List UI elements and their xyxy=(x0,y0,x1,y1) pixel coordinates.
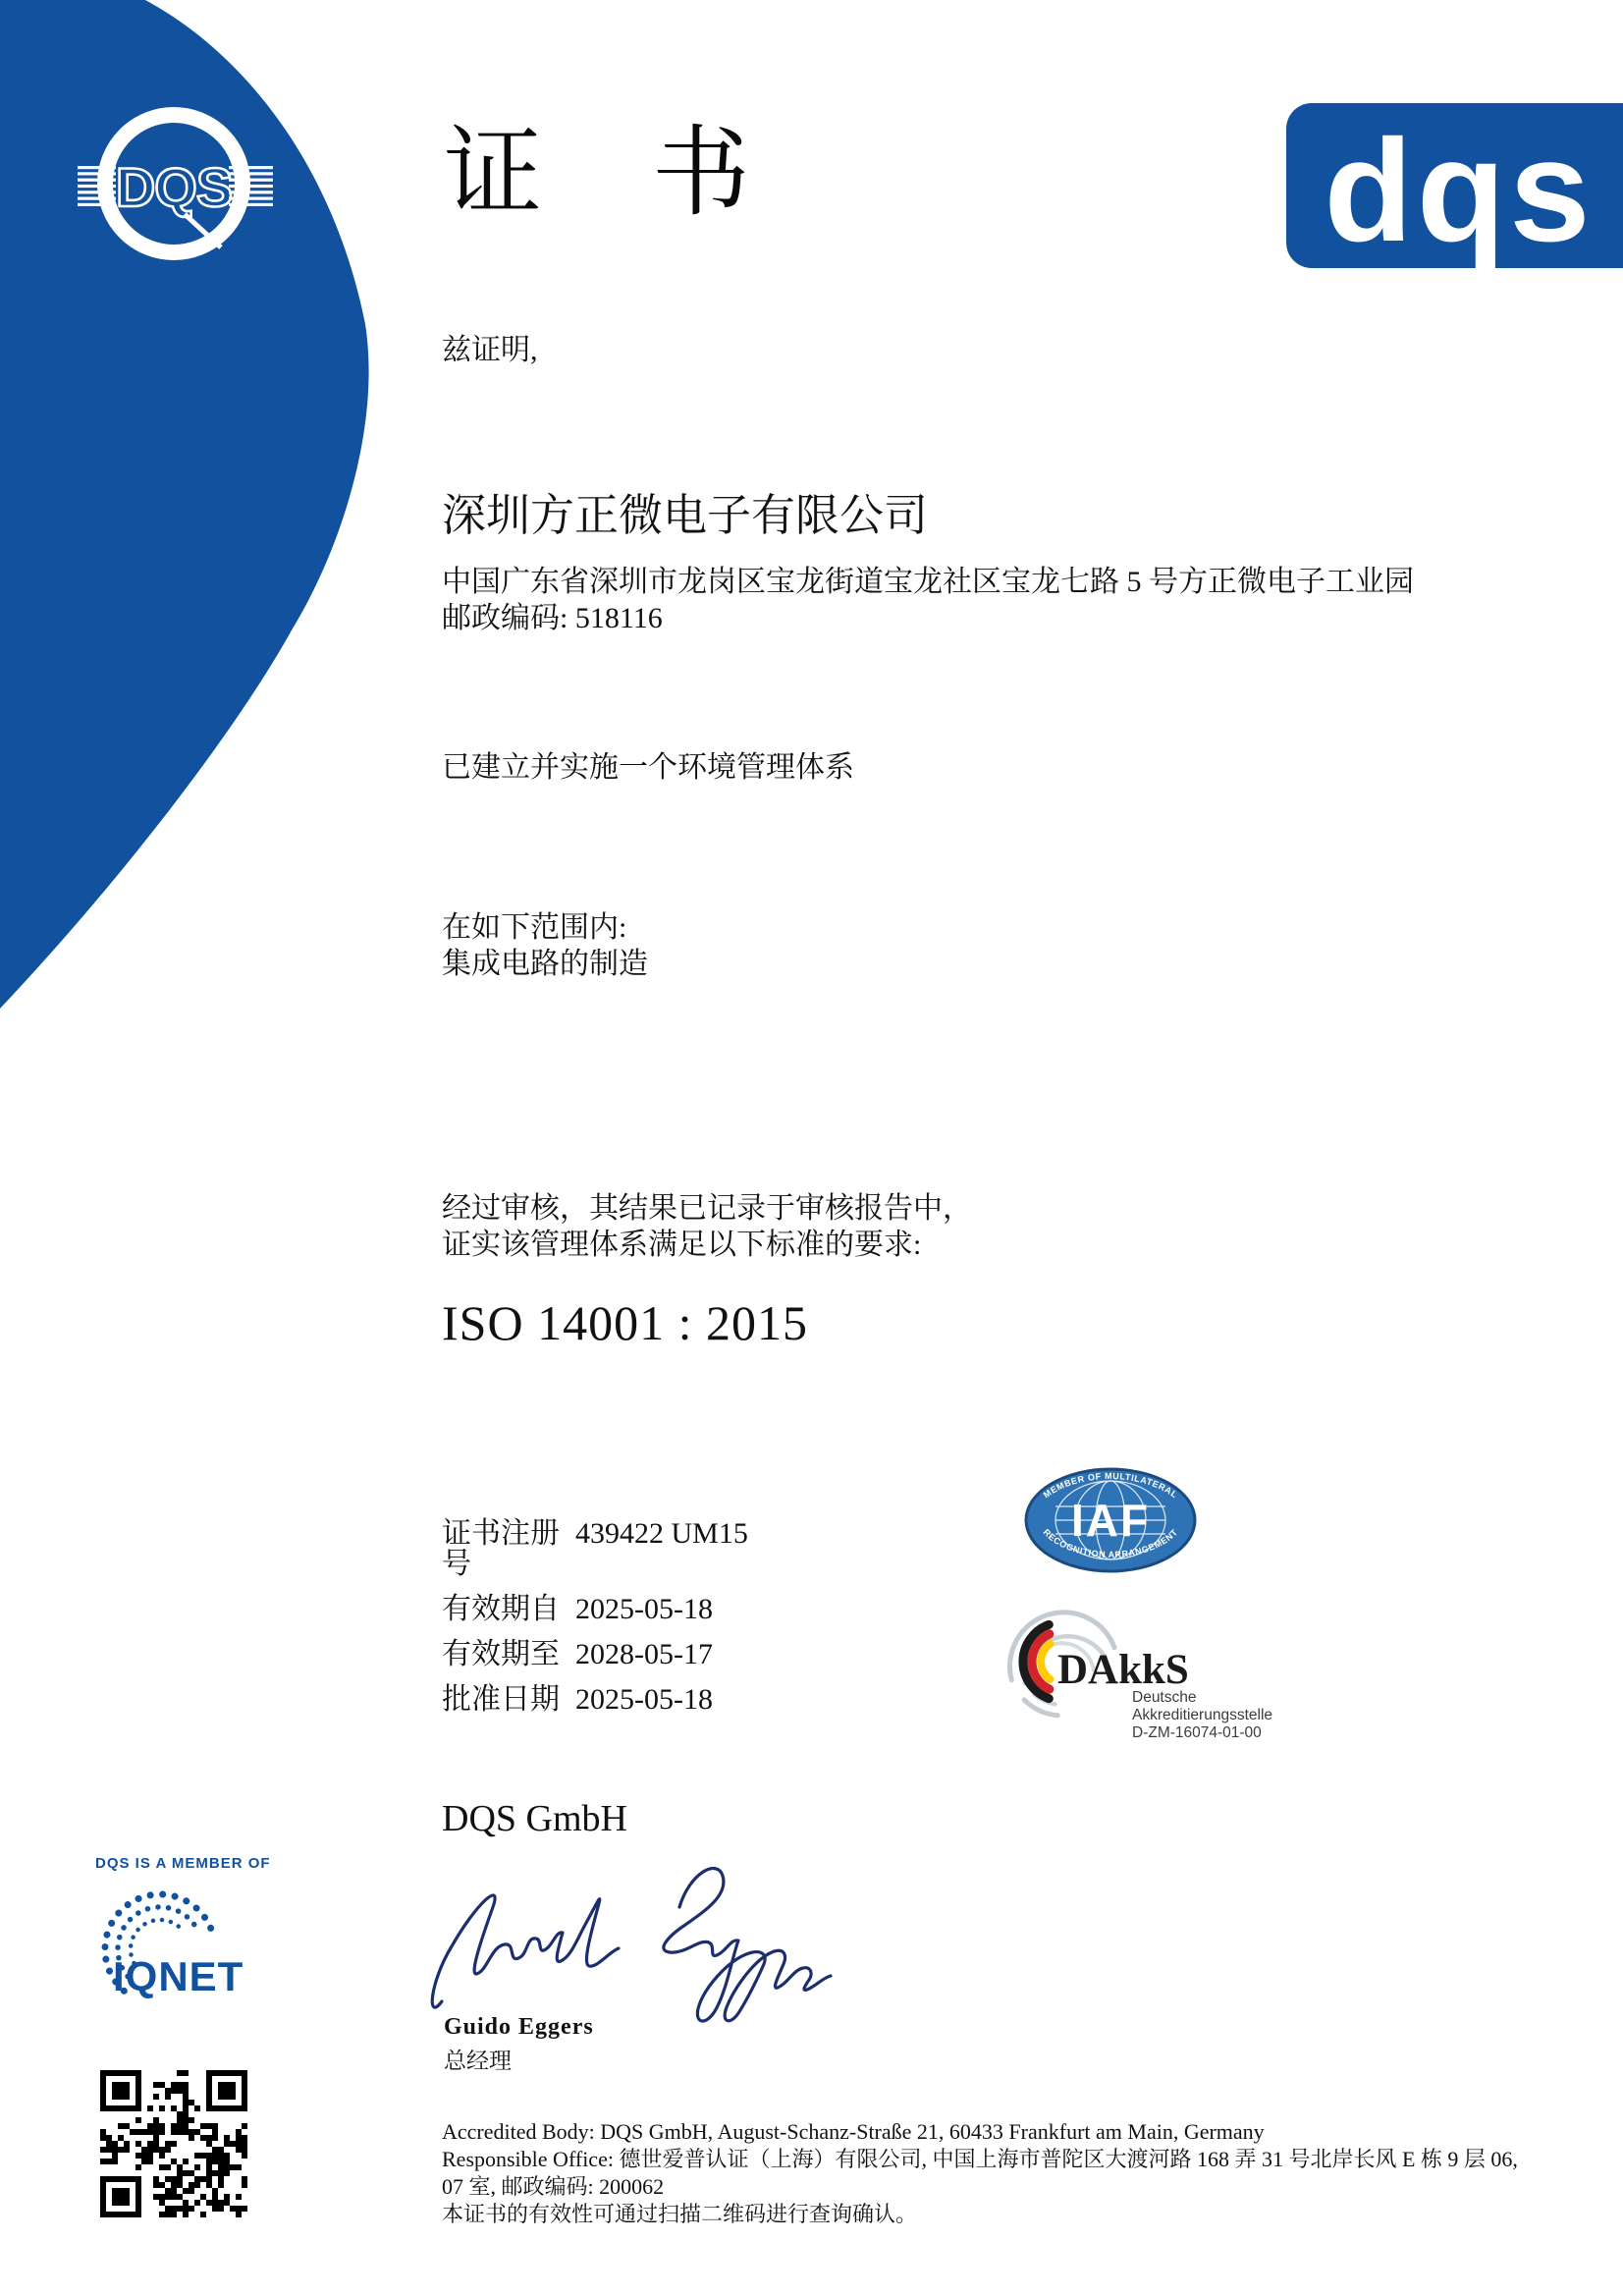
audit-line-1: 经过审核，其结果已记录于审核报告中， xyxy=(442,1192,972,1225)
detail-row-approval-date xyxy=(442,1684,748,1715)
iqnet-logo xyxy=(74,1866,280,2033)
dqs-emblem-icon xyxy=(69,79,280,290)
membership-label: DQS IS A MEMBER OF xyxy=(95,1855,271,1872)
iaf-top-text: MEMBER OF MULTILATERAL xyxy=(1041,1470,1180,1501)
detail-value: 2028-05-17 xyxy=(575,1638,713,1670)
issuer-company: DQS GmbH xyxy=(442,1798,627,1839)
detail-row-valid-until xyxy=(442,1639,748,1669)
title-char-1: 证 xyxy=(444,119,542,228)
footer-line-4: 本证书的有效性可通过扫描二维码进行查询确认。 xyxy=(442,2202,918,2226)
certificate-details xyxy=(442,1518,748,1729)
detail-value: 2025-05-18 xyxy=(575,1683,713,1716)
footer-text xyxy=(442,2118,1518,2228)
detail-label: 批准日期 xyxy=(442,1683,560,1716)
system-statement: 已建立并实施一个环境管理体系 xyxy=(442,751,854,784)
footer-line-2: Responsible Office: 德世爱普认证（上海）有限公司, 中国上海市普陀区大渡河路 168 弄 31 号北岸长风 E 栋 9 层 06, xyxy=(442,2147,1518,2171)
dakks-logo xyxy=(1001,1601,1325,1748)
iaf-center-text: IAF xyxy=(1070,1495,1151,1546)
company-name: 深圳方正微电子有限公司 xyxy=(442,491,929,540)
company-postal: 邮政编码: 518116 xyxy=(442,602,663,634)
audit-statement xyxy=(442,1190,972,1263)
signer-name: Guido Eggers xyxy=(444,2014,594,2040)
detail-row-registration xyxy=(442,1518,748,1579)
scope-value: 集成电路的制造 xyxy=(442,948,648,980)
scope-label: 在如下范围内: xyxy=(442,911,627,944)
company-address: 中国广东省深圳市龙岗区宝龙街道宝龙社区宝龙七路 5 号方正微电子工业园 xyxy=(442,566,1414,598)
company-address-block xyxy=(442,564,1414,636)
footer-line-1: Accredited Body: DQS GmbH, August-Schanz-Straße 21, 60433 Frankfurt am Main, Germany xyxy=(442,2119,1265,2144)
detail-value: 2025-05-18 xyxy=(575,1593,713,1625)
title-char-2: 书 xyxy=(652,119,750,228)
dqs-logo-text: dqs xyxy=(1324,110,1595,272)
iaf-seal-icon xyxy=(1001,1463,1221,1581)
detail-label: 有效期自 xyxy=(442,1593,560,1625)
signer-title: 总经理 xyxy=(444,2049,512,2073)
detail-value: 439422 UM15 xyxy=(575,1517,748,1550)
detail-row-valid-from xyxy=(442,1594,748,1624)
dqs-logo xyxy=(1286,103,1623,272)
qr-code xyxy=(100,2070,247,2217)
detail-label: 证书注册号 xyxy=(442,1517,560,1580)
dakks-line1: Deutsche xyxy=(1132,1689,1197,1706)
standard-name: ISO 14001 : 2015 xyxy=(442,1295,808,1350)
intro-line: 兹证明, xyxy=(442,334,538,366)
footer-line-3: 07 室, 邮政编码: 200062 xyxy=(442,2174,665,2199)
scope-block xyxy=(442,909,648,982)
dakks-line3: D-ZM-16074-01-00 xyxy=(1132,1724,1262,1741)
detail-label: 有效期至 xyxy=(442,1638,560,1670)
page-title xyxy=(444,120,750,228)
iaf-bottom-text: RECOGNITION ARRANGEMENT xyxy=(1041,1527,1180,1560)
emblem-dqs-letters: DQS xyxy=(115,156,233,218)
dakks-line2: Akkreditierungsstelle xyxy=(1132,1707,1273,1723)
dakks-wordmark: DAkkS xyxy=(1057,1647,1189,1693)
signature-image xyxy=(422,1844,854,2031)
iqnet-logo-text: IQNET xyxy=(113,1953,244,1999)
audit-line-2: 证实该管理体系满足以下标准的要求: xyxy=(442,1229,922,1261)
